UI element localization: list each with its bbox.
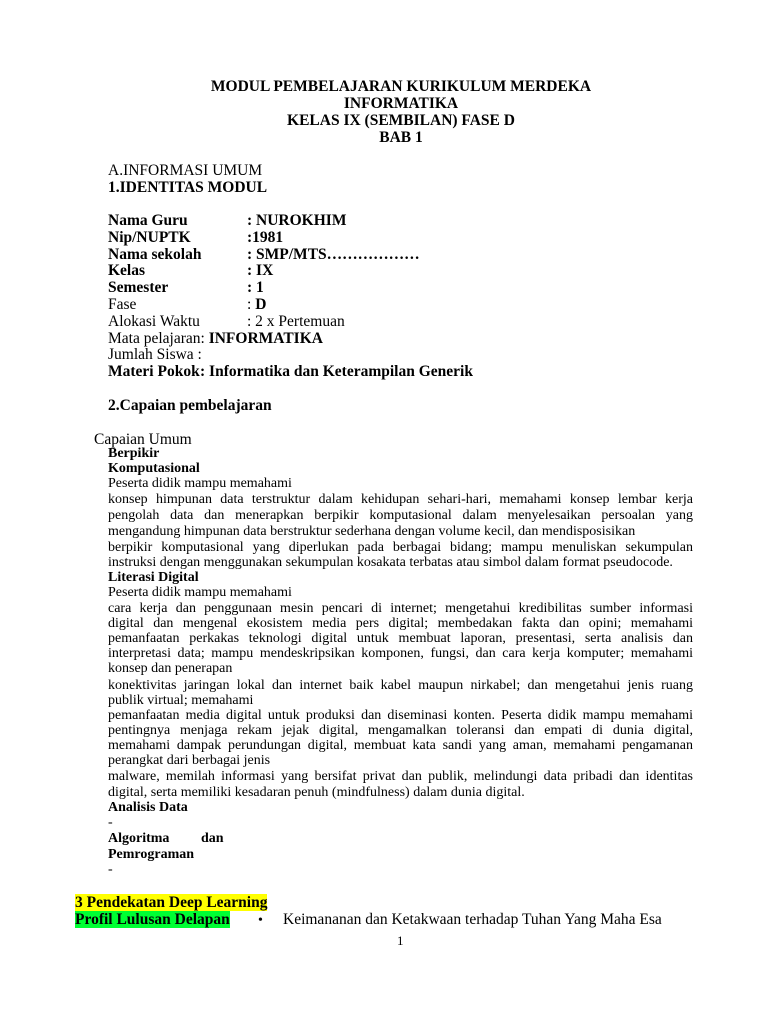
header-title-line1: MODUL PEMBELAJARAN KURIKULUM MERDEKA: [210, 78, 592, 95]
nip-label: Nip/NUPTK: [108, 229, 191, 246]
header-title-line4: BAB 1: [379, 129, 423, 146]
header-title-line3: KELAS IX (SEMBILAN) FASE D: [287, 112, 515, 129]
deep-learning-title: 3 Pendekatan Deep Learning: [75, 894, 268, 911]
fase-value-wrap: [247, 296, 266, 313]
ld-line: pentingnya menjaga rekam jejak digital, mengamalkan toleransi dan empati di dunia digital,: [108, 723, 693, 738]
literasi-heading: Literasi Digital: [108, 570, 199, 585]
section-a-subtitle: 1.IDENTITAS MODUL: [108, 179, 268, 196]
bk-line: mengandung himpunan data berstruktur sederhana dengan volume kecil, dan mendisposisikan: [108, 524, 636, 539]
jumlah-siswa-label: Jumlah Siswa :: [108, 346, 202, 363]
ld-line: digital, serta memiliki kesadaran penuh (mindfulness) dalam dunia digital.: [108, 785, 525, 800]
analisis-dash: -: [108, 815, 113, 830]
kelas-value: : IX: [247, 262, 274, 279]
ld-line: konsep dan penerapan: [108, 661, 233, 676]
ld-line: malware, memilah informasi yang bersifat privat dan publik, melindungi data pribadi dan identitas: [108, 769, 693, 784]
fase-label: Fase: [108, 296, 137, 313]
section-2-title: 2.Capaian pembelajaran: [108, 397, 272, 414]
bk-line: instruksi dengan menggunakan sekumpulan kosakata terbatas atau simbol dalam format pseudocode.: [108, 555, 673, 570]
ld-line: publik virtual; memahami: [108, 693, 254, 708]
ld-line: pemanfaatan media digital untuk produksi dan diseminasi konten. Peserta didik mampu memahami: [108, 708, 693, 723]
semester-label: Semester: [108, 279, 169, 296]
profil-lulusan-label: Profil Lulusan Delapan: [75, 911, 230, 928]
capaian-umum-label: Capaian Umum: [94, 431, 192, 448]
berpikir-heading: Berpikir: [108, 446, 160, 461]
mapel-row: [108, 330, 323, 347]
fase-value: D: [255, 296, 267, 313]
ld-line: konektivitas jaringan lokal dan internet baik kabel maupun nirkabel; dan mengetahui jenis ruang: [108, 678, 693, 693]
section-a-title: A.INFORMASI UMUM: [108, 162, 263, 179]
profil-item-1: Keimananan dan Ketakwaan terhadap Tuhan Yang Maha Esa: [283, 911, 662, 928]
mapel-value: INFORMATIKA: [208, 330, 323, 347]
bk-line: pengolah data dan menerapkan berpikir komputasional dalam menyelesaikan persoalan yang: [108, 508, 693, 523]
ld-intro: Peserta didik mampu memahami: [108, 585, 292, 600]
page-number: 1: [397, 933, 404, 948]
kelas-label: Kelas: [108, 262, 146, 279]
algoritma-heading: Algoritma: [108, 831, 170, 846]
materi-label: Materi Pokok: [108, 363, 200, 380]
bk-intro: Peserta didik mampu memahami: [108, 476, 292, 491]
header-title-line2: INFORMATIKA: [343, 95, 459, 112]
bullet-icon: •: [258, 913, 263, 928]
ld-line: cara kerja dan penggunaan mesin pencari di internet; mengetahui kredibilitas sumber informasi: [108, 601, 693, 616]
semester-value: : 1: [247, 279, 264, 296]
bk-line: berpikir komputasional yang diperlukan pada berbagai bidang; mampu menuliskan sekumpulan: [108, 540, 693, 555]
ld-line: digital dan mengenal ekosistem media pers digital; membedakan fakta dan opini; memahami: [108, 616, 693, 631]
nama-guru-value: : NUROKHIM: [247, 212, 347, 229]
sekolah-label: Nama sekolah: [108, 246, 202, 263]
alokasi-value: : 2 x Pertemuan: [247, 313, 345, 330]
alokasi-label: Alokasi Waktu: [108, 313, 200, 330]
bk-line: konsep himpunan data terstruktur dalam kehidupan sehari-hari, memahami konsep lembar kerja: [108, 492, 693, 507]
pemrograman-dash: -: [108, 862, 113, 877]
ld-line: interpretasi data; mampu mendeskripsikan komponen, fungsi, dan cara kerja komputer; memahami: [108, 646, 693, 661]
algoritma-dan: dan: [201, 831, 224, 846]
analisis-data-heading: Analisis Data: [108, 800, 188, 815]
sekolah-value: : SMP/MTS………………: [247, 246, 420, 263]
pemrograman-heading: Pemrograman: [108, 847, 195, 862]
materi-value: : Informatika dan Keterampilan Generik: [200, 363, 473, 380]
nama-guru-label: Nama Guru: [108, 212, 188, 229]
fase-colon: :: [247, 296, 256, 313]
ld-line: perangkat dari berbagai jenis: [108, 753, 271, 768]
deep-learning-heading: [75, 894, 267, 911]
ld-line: memahami dampak perundungan digital, membuat kata sandi yang aman, memahami pengamanan: [108, 738, 693, 753]
profil-lulusan-row: [75, 911, 230, 928]
nip-value: :1981: [247, 229, 284, 246]
komputasional-heading: Komputasional: [108, 461, 200, 476]
mapel-label: Mata pelajaran:: [108, 330, 205, 347]
ld-line: pemanfaatan perkakas teknologi digital untuk membuat laporan, presentasi, serta analisis dan: [108, 631, 693, 646]
